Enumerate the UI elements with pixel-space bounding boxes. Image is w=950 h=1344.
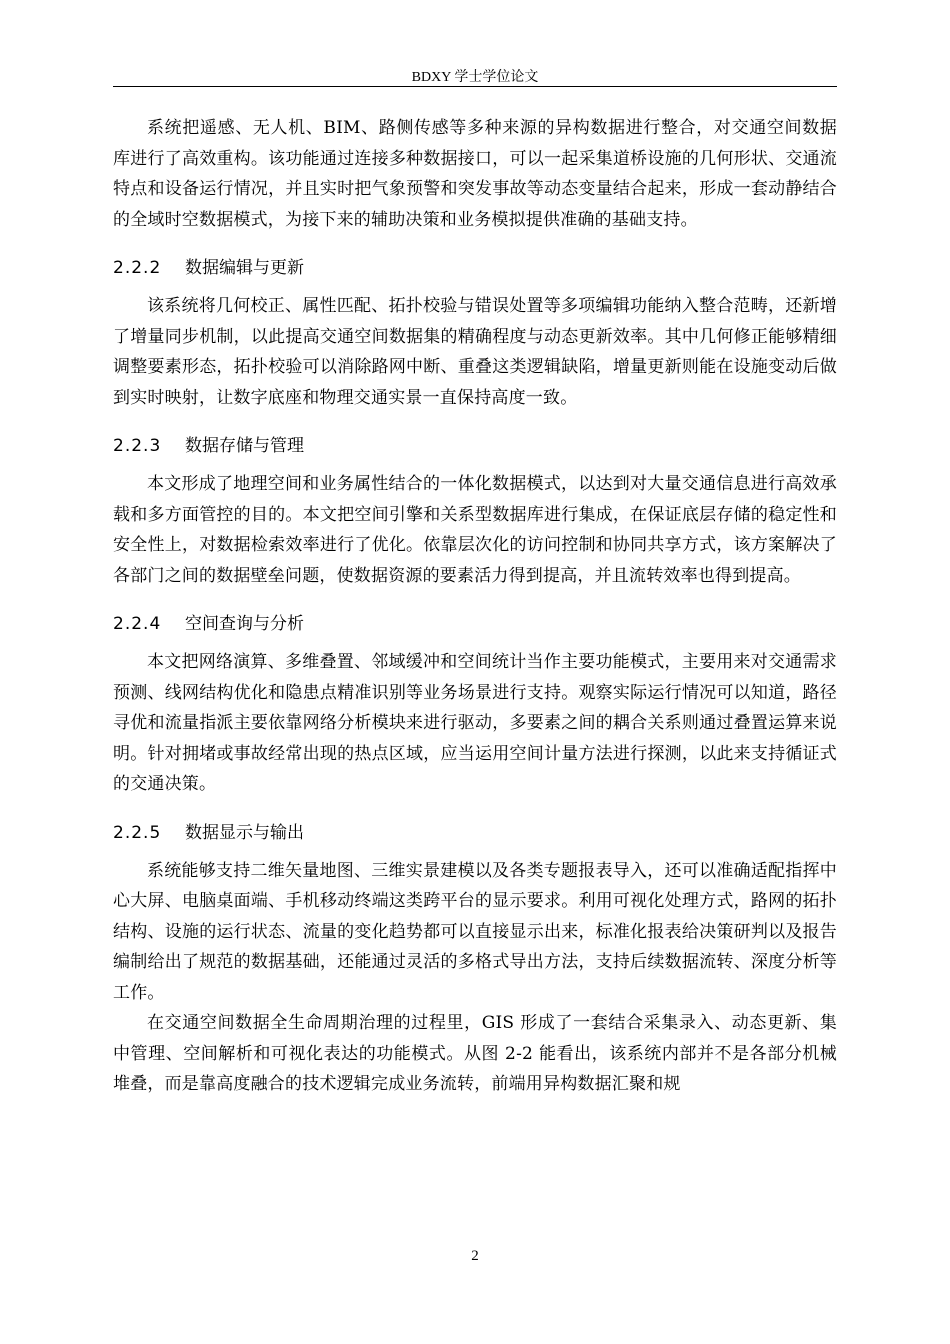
section-number: 2.2.2 (113, 258, 162, 278)
paragraph-gis-lifecycle: 在交通空间数据全生命周期治理的过程里，GIS 形成了一套结合采集录入、动态更新、集中管理、空间解析和可视化表达的功能模式。从图 2-2 能看出，该系统内部并不是各部分机械堆叠，而是靠高度融合的技术逻辑完成业务流转，前端用异构数据汇聚和规 (113, 1013, 837, 1094)
section-title: 数据存储与管理 (185, 436, 304, 456)
section-title: 空间查询与分析 (185, 614, 304, 634)
section-heading-2-2-5 (113, 818, 837, 848)
header-divider (113, 86, 837, 87)
section-heading-2-2-3 (113, 431, 837, 461)
paragraph-data-storage: 本文形成了地理空间和业务属性结合的一体化数据模式，以达到对大量交通信息进行高效承载和多方面管控的目的。本文把空间引擎和关系型数据库进行集成，在保证底层存储的稳定性和安全性上，对数据检索效率进行了优化。依靠层次化的访问控制和协同共享方式，该方案解决了各部门之间的数据壁垒问题，使数据资源的要素活力得到提高，并且流转效率也得到提高。 (113, 474, 837, 586)
paragraph-spatial-query: 本文把网络演算、多维叠置、邻域缓冲和空间统计当作主要功能模式，主要用来对交通需求预测、线网结构优化和隐患点精准识别等业务场景进行支持。观察实际运行情况可以知道，路径寻优和流量指派主要依靠网络分析模块来进行驱动，多要素之间的耦合关系则通过叠置运算来说明。针对拥堵或事故经常出现的热点区域，应当运用空间计量方法进行探测，以此来支持循证式的交通决策。 (113, 652, 837, 794)
section-title: 数据显示与输出 (185, 822, 304, 843)
section-number: 2.2.5 (113, 822, 162, 843)
page-body (113, 113, 837, 1100)
paragraph-data-editing: 该系统将几何校正、属性匹配、拓扑校验与错误处置等多项编辑功能纳入整合范畴，还新增了增量同步机制，以此提高交通空间数据集的精确程度与动态更新效率。其中几何修正能够精细调整要素形态，拓扑校验可以消除路网中断、重叠这类逻辑缺陷，增量更新则能在设施变动后做到实时映射，让数字底座和物理交通实景一直保持高度一致。 (113, 296, 837, 408)
section-heading-2-2-4 (113, 609, 837, 639)
section-title: 数据编辑与更新 (185, 258, 304, 278)
running-header: BDXY 学士学位论文 (411, 70, 539, 85)
section-number: 2.2.3 (113, 436, 162, 456)
paragraph-data-display: 系统能够支持二维矢量地图、三维实景建模以及各类专题报表导入，还可以准确适配指挥中心大屏、电脑桌面端、手机移动终端这类跨平台的显示要求。利用可视化处理方式，路网的拓扑结构、设施的运行状态、流量的变化趋势都可以直接显示出来，标准化报表给决策研判以及报告编制给出了规范的数据基础，还能通过灵活的多格式导出方法，支持后续数据流转、深度分析等工作。 (113, 860, 837, 1003)
section-number: 2.2.4 (113, 614, 162, 634)
paragraph-data-integration: 系统把遥感、无人机、BIM、路侧传感等多种来源的异构数据进行整合，对交通空间数据库进行了高效重构。该功能通过连接多种数据接口，可以一起采集道桥设施的几何形状、交通流特点和设备运行情况，并且实时把气象预警和突发事故等动态变量结合起来，形成一套动静结合的全域时空数据模式，为接下来的辅助决策和业务模拟提供准确的基础支持。 (113, 118, 837, 230)
section-heading-2-2-2 (113, 253, 837, 283)
page-number: 2 (471, 1248, 479, 1264)
